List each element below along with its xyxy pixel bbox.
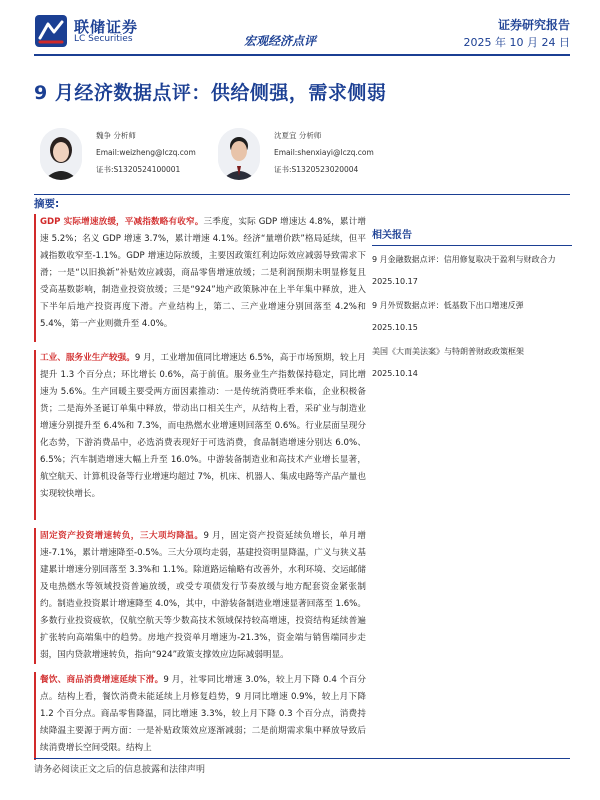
related-report-title[interactable]: 美国《大而美法案》与特朗普财政政策框架	[372, 347, 524, 356]
footer-divider	[34, 758, 570, 759]
legal-disclaimer: 请务必阅读正文之后的信息披露和法律声明	[34, 765, 206, 775]
analyst-card	[40, 128, 240, 188]
report-date: 2025 年 10 月 24 日	[463, 36, 570, 49]
related-reports-divider	[372, 245, 572, 246]
paragraph-accent-bar	[34, 214, 36, 342]
section-divider	[34, 194, 570, 195]
company-logo-icon	[34, 14, 68, 48]
avatar	[40, 128, 82, 180]
related-report-item[interactable]	[372, 344, 572, 382]
company-name-en: LC Securities	[74, 34, 133, 44]
paragraph-text: 9 月，固定资产投资延续负增长，单月增速-7.1%，累计增速降至-0.5%。三大分项均走弱，基建投资明显降温，广义与狭义基建累计增速分别回落至 3.3%和 1.1%。除道路运输略有改善外，水利环境、交运邮储及电热燃水等领域投资普遍放缓，或受专项债发行节奏放缓与地方配套资金紧张制约。制造业投资累计增速降至 4.0%，其中，中游装备制造业增速显著回落至 1.6%。多数行业投资疲软，仅航空航天等少数高技术领域保持较高增速，投资结构延续普遍扩张转向高端集中的趋势。房地产投资单月增速为-21.3%，资金端与销售端同步走弱，国内贷款增速转负，指向“924”政策支撑效应边际减弱明显。	[40, 531, 366, 660]
report-category: 宏观经济点评	[244, 34, 317, 48]
analyst-cert: 证书:S1320523020004	[274, 165, 359, 174]
paragraph-text: 9 月，社零同比增速 3.0%，较上月下降 0.4 个百分点。结构上看，餐饮消费未能延续上月修复趋势，9 月同比增速 0.9%，较上月下降 1.2 个百分点。商品零售降温，同比增速 3.3%，较上月下降 0.3 个百分点，消费持续降温主要源于两方面：一是补贴政策效应逐渐减弱；二是前期需求集中释放导致后续消费增长空间受限。结构上	[40, 675, 366, 753]
paragraph-accent-bar	[34, 672, 36, 760]
analyst-name: 魏争 分析师	[96, 131, 136, 140]
report-title: 9 月经济数据点评：供给侧强，需求侧弱	[34, 82, 387, 104]
related-report-title[interactable]: 9 月金融数据点评：信用修复取决于盈利与财政合力	[372, 255, 556, 264]
related-report-date: 2025.10.17	[372, 277, 418, 286]
related-report-date: 2025.10.14	[372, 369, 418, 378]
report-type: 证券研究报告	[497, 18, 570, 32]
summary-paragraph	[40, 528, 366, 664]
related-report-title[interactable]: 9 月外贸数据点评：低基数下出口增速反弹	[372, 301, 524, 310]
related-reports-panel	[372, 226, 572, 390]
related-report-date: 2025.10.15	[372, 323, 418, 332]
paragraph-highlight: 固定资产投资增速转负，三大项均降温。	[40, 531, 204, 541]
summary-paragraph	[40, 214, 366, 333]
analyst-email[interactable]: Email:weizheng@lczq.com	[96, 148, 196, 157]
header-divider	[34, 54, 570, 56]
summary-label: 摘要:	[34, 198, 60, 210]
analyst-cert: 证书:S1320524100001	[96, 165, 181, 174]
paragraph-highlight: GDP 实际增速放缓，平减指数略有收窄。	[40, 217, 204, 227]
paragraph-accent-bar	[34, 528, 36, 664]
report-header	[34, 12, 570, 52]
paragraph-text: 9 月，工业增加值同比增速达 6.5%，高于市场预期，较上月提升 1.3 个百分点；环比增长 0.6%，高于前值。服务业生产指数保持稳定，同比增速为 5.6%。生产回暖主要受两方面因素推动：一是传统消费旺季来临，企业积极备货；二是海外圣诞订单集中释放，带动出口相关生产，从结构上看，采矿业与制造业增速分别提升至 6.4%和 7.3%，而电热燃水业增速则回落至 0.6%。行业层面呈现分化态势，下游消费品中，必选消费表现好于可选消费，食品制造增速分别达 6.0%、6.5%；汽车制造增速大幅上升至 16.0%。中游装备制造业和高技术产业增长显著，航空航天、计算机设备等行业增速均超过 7%，机床、机器人、集成电路等产品产量也实现较快增长。	[40, 353, 366, 499]
related-report-item[interactable]	[372, 252, 572, 290]
analyst-email[interactable]: Email:shenxiayi@lczq.com	[274, 148, 374, 157]
company-name-cn: 联储证券	[74, 18, 139, 36]
analyst-card	[218, 128, 418, 188]
related-report-item[interactable]	[372, 298, 572, 336]
summary-paragraph	[40, 350, 366, 503]
paragraph-text: 三季度，实际 GDP 增速达 4.8%，累计增速 5.2%；名义 GDP 增速 3.7%，累计增速 4.1%。经济“量增价跌”格局延续，但平减指数收窄至-1.1%。GDP 增速边际放缓，主要因政策红利边际效应减弱导致需求下滑；一是“以旧换新”补贴效应减弱，商品零售增速放缓；二是利润预期未明显修复且受高基数影响，制造业投资放缓；三是“924”地产政策脉冲在上半年集中释放，进入下半年后地产投资再度下滑。产业结构上，第二、三产业增速分别回落至 4.2%和 5.4%，第一产业则微升至 4.0%。	[40, 217, 366, 329]
paragraph-accent-bar	[34, 350, 36, 520]
paragraph-highlight: 工业、服务业生产较强。	[40, 353, 135, 363]
related-reports-title: 相关报告	[372, 230, 412, 241]
summary-paragraph	[40, 672, 366, 757]
avatar	[218, 128, 260, 180]
paragraph-highlight: 餐饮、商品消费增速延续下滑。	[40, 675, 164, 685]
analyst-name: 沈夏宜 分析师	[274, 131, 322, 140]
